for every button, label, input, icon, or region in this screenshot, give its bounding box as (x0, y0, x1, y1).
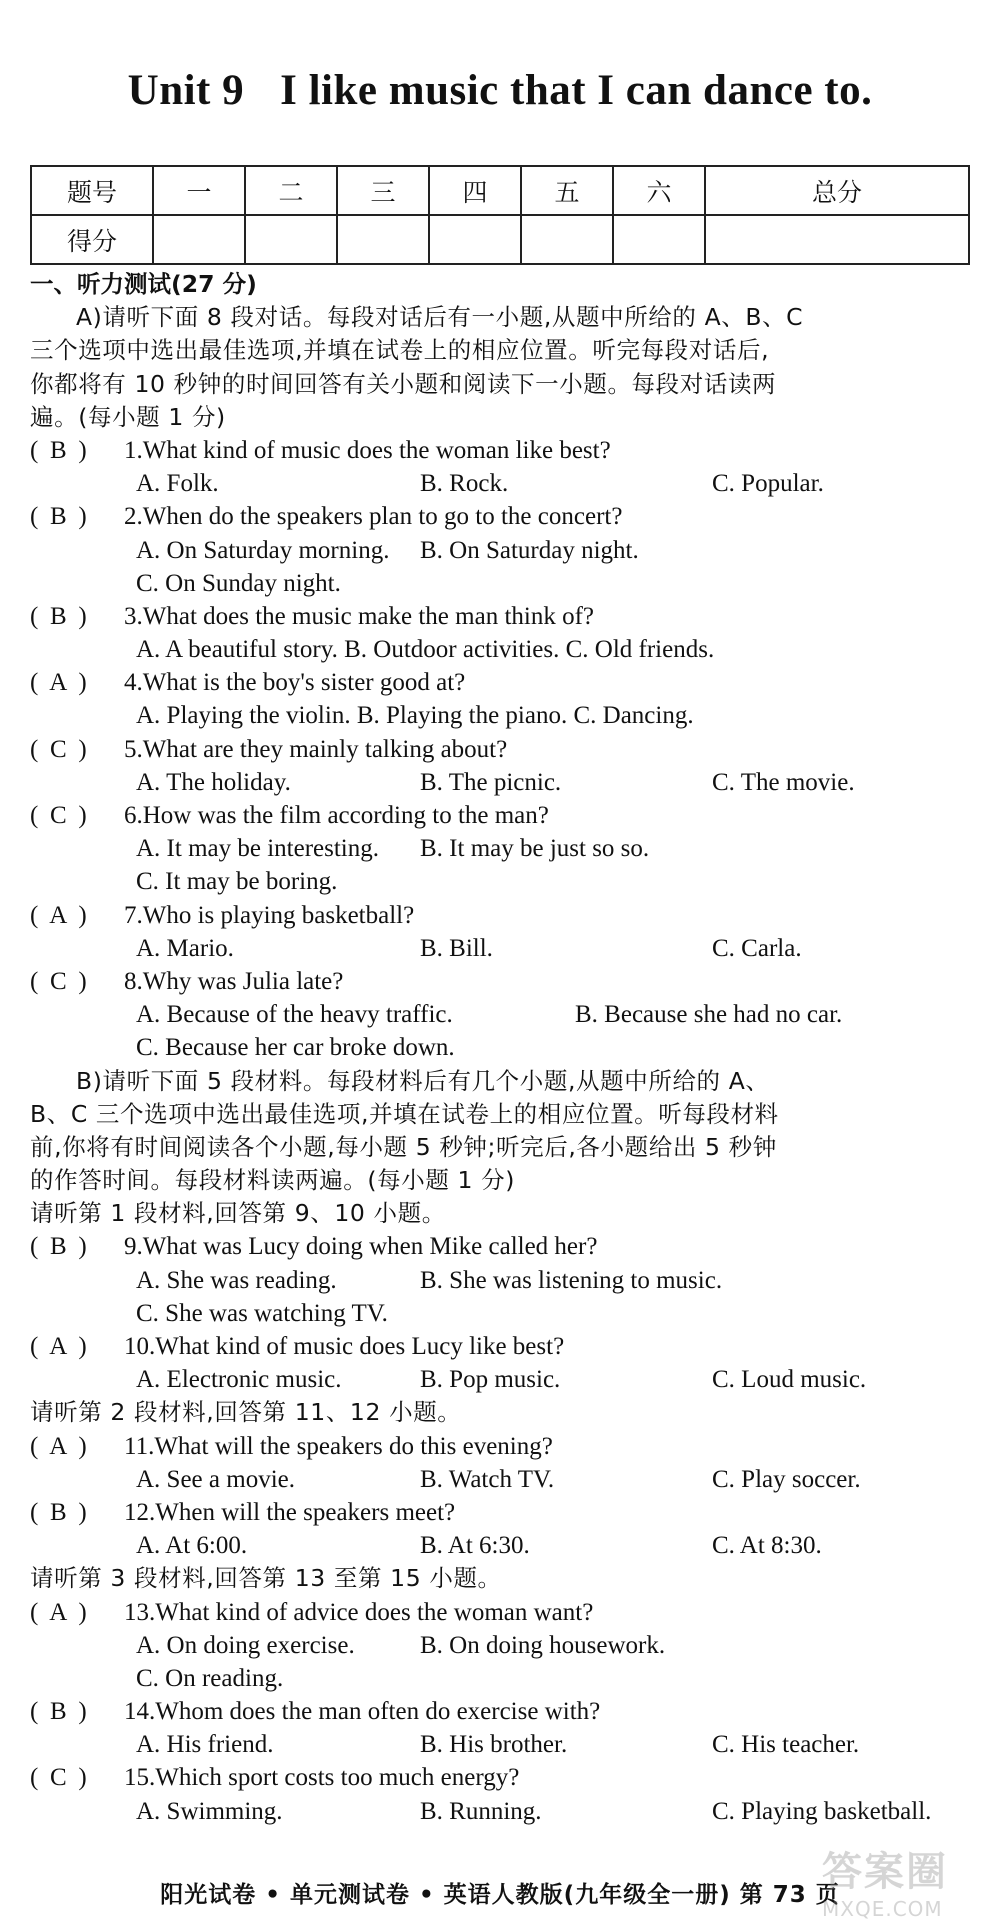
options-row (30, 1728, 980, 1761)
question-stem (30, 1496, 980, 1529)
answer-letter: B (49, 1698, 67, 1726)
answer-letter: B (49, 436, 67, 464)
answer-bracket[interactable]: ( B ) (30, 1230, 124, 1263)
intro-line: 三个选项中选出最佳选项,并填在试卷上的相应位置。听完每段对话后, (30, 336, 770, 365)
question-number: 11. (124, 1432, 155, 1460)
option-a: A. Playing the violin. (136, 702, 351, 730)
score-blank[interactable] (429, 215, 521, 264)
option-a: A. At 6:00. (136, 1532, 248, 1560)
option-b: B. Running. (420, 1797, 542, 1825)
question-text: What kind of music does Lucy like best? (155, 1333, 565, 1360)
question-number: 6. (124, 802, 143, 829)
answer-letter: C (49, 802, 67, 829)
answer-bracket[interactable]: ( B ) (30, 600, 124, 633)
question-stem (30, 1761, 980, 1794)
options-row (30, 766, 980, 799)
option-a: A. Folk. (136, 470, 219, 498)
question-text: When do the speakers plan to go to the concert? (142, 503, 623, 531)
answer-bracket[interactable]: ( C ) (30, 799, 124, 832)
part-a (30, 301, 980, 1064)
option-c: C. On reading. (136, 1664, 284, 1692)
score-cell: 总分 (705, 166, 969, 215)
score-cell: 得分 (31, 215, 153, 264)
options-row (30, 998, 980, 1031)
option-a: A. On doing exercise. (136, 1631, 355, 1659)
answer-letter: B (49, 1498, 67, 1526)
answer-letter: A (49, 1333, 68, 1360)
options-row (30, 633, 980, 666)
option-a: A. Because of the heavy traffic. (136, 1001, 453, 1029)
option-a: A. A beautiful story. (136, 636, 338, 664)
intro-line: A)请听下面 8 段对话。每段对话后有一小题,从题中所给的 A、B、C (76, 303, 804, 332)
answer-bracket[interactable]: ( A ) (30, 1430, 124, 1463)
option-a: A. Swimming. (136, 1797, 283, 1825)
part-b (30, 1065, 980, 1828)
answer-letter: B (49, 1233, 67, 1261)
question-number: 7. (124, 901, 143, 929)
score-cell: 四 (429, 166, 521, 215)
question-text: Who is playing basketball? (142, 901, 415, 929)
score-blank[interactable] (613, 215, 705, 264)
option-a: A. Mario. (136, 934, 234, 962)
option-b: B. His brother. (420, 1731, 568, 1759)
question-text: Whom does the man often do exercise with? (155, 1698, 601, 1726)
question-stem (30, 965, 980, 998)
answer-letter: A (49, 901, 68, 929)
answer-bracket[interactable]: ( C ) (30, 965, 124, 998)
options-row (30, 1629, 980, 1662)
question-text: What are they mainly talking about? (142, 735, 508, 763)
answer-letter: C (49, 1764, 67, 1792)
score-cell: 五 (521, 166, 613, 215)
options-row (30, 567, 980, 600)
option-c: C. Play soccer. (712, 1465, 861, 1493)
intro-line: B)请听下面 5 段材料。每段材料后有几个小题,从题中所给的 A、 (76, 1066, 770, 1095)
answer-bracket[interactable]: ( B ) (30, 1695, 124, 1728)
question-text: What will the speakers do this evening? (154, 1432, 553, 1460)
options-row (30, 1297, 980, 1330)
group-intro: 请听第 2 段材料,回答第 11、12 小题。 (30, 1398, 462, 1427)
options-inline (136, 699, 694, 732)
options-row (30, 1264, 980, 1297)
option-b: B. Pop music. (420, 1366, 561, 1394)
page-title (0, 66, 1000, 115)
option-b: B. She was listening to music. (420, 1266, 723, 1294)
options-row (30, 534, 980, 567)
option-b: B. Outdoor activities. (344, 636, 560, 664)
question-number: 1. (124, 436, 143, 464)
question-text: When will the speakers meet? (155, 1498, 456, 1526)
score-cell: 一 (153, 166, 245, 215)
question-text: What is the boy's sister good at? (142, 669, 466, 697)
score-cell: 二 (245, 166, 337, 215)
option-c: C. Old friends. (565, 636, 715, 664)
answer-bracket[interactable]: ( A ) (30, 1596, 124, 1629)
answer-bracket[interactable]: ( B ) (30, 434, 124, 467)
option-c: C. His teacher. (712, 1731, 860, 1759)
question-stem (30, 666, 980, 699)
question-text: What does the music make the man think of? (142, 602, 595, 630)
options-row (30, 1529, 980, 1562)
score-cell: 题号 (31, 166, 153, 215)
answer-letter: C (49, 735, 67, 763)
options-row (30, 467, 980, 500)
options-inline (136, 633, 714, 666)
listening-section (30, 268, 980, 1828)
answer-bracket[interactable]: ( B ) (30, 500, 124, 533)
score-cell: 三 (337, 166, 429, 215)
question-stem (30, 1430, 980, 1463)
question-number: 8. (124, 967, 143, 995)
question-stem (30, 1695, 980, 1728)
score-cell: 六 (613, 166, 705, 215)
option-c: C. Dancing. (573, 702, 694, 730)
question-text: What kind of advice does the woman want? (155, 1598, 594, 1626)
score-blank[interactable] (337, 215, 429, 264)
question-stem (30, 899, 980, 932)
option-c: C. On Sunday night. (136, 569, 341, 597)
options-row (30, 865, 980, 898)
answer-bracket[interactable]: ( C ) (30, 733, 124, 766)
question-number: 2. (124, 503, 143, 531)
option-c: C. Loud music. (712, 1366, 867, 1394)
option-b: B. At 6:30. (420, 1532, 530, 1560)
score-table-header-row (31, 166, 969, 215)
question-text: What was Lucy doing when Mike called her? (142, 1233, 598, 1261)
score-table-score-row (31, 215, 969, 264)
answer-letter: A (49, 669, 68, 697)
question-stem (30, 500, 980, 533)
score-blank[interactable] (245, 215, 337, 264)
score-blank[interactable] (153, 215, 245, 264)
options-row (30, 1463, 980, 1496)
section-heading: 一、听力测试(27 分) (30, 270, 257, 298)
option-c: C. She was watching TV. (136, 1299, 388, 1327)
question-stem (30, 733, 980, 766)
option-b: B. It may be just so so. (420, 835, 650, 863)
option-a: A. His friend. (136, 1731, 274, 1759)
question-number: 12. (124, 1498, 156, 1526)
answer-letter: A (49, 1432, 68, 1460)
question-text: Why was Julia late? (142, 967, 344, 995)
options-row (30, 1031, 980, 1064)
option-c: C. Because her car broke down. (136, 1034, 455, 1062)
question-number: 9. (124, 1233, 143, 1261)
options-row (30, 1662, 980, 1695)
question-stem (30, 600, 980, 633)
question-text: What kind of music does the woman like best? (142, 436, 611, 464)
score-blank[interactable] (521, 215, 613, 264)
question-number: 13. (124, 1598, 156, 1626)
question-stem (30, 1596, 980, 1629)
option-b: B. On doing housework. (420, 1631, 666, 1659)
option-c: C. At 8:30. (712, 1532, 822, 1560)
unit-title: I like music that I can dance to. (280, 67, 873, 114)
intro-line: 前,你将有时间阅读各个小题,每小题 5 秒钟;听完后,各小题给出 5 秒钟 (30, 1132, 777, 1161)
options-row (30, 932, 980, 965)
answer-bracket[interactable]: ( A ) (30, 1330, 124, 1363)
group-intro: 请听第 3 段材料,回答第 13 至第 15 小题。 (30, 1564, 502, 1593)
question-stem (30, 1230, 980, 1263)
score-table (30, 165, 970, 265)
option-b: B. Rock. (420, 470, 509, 498)
question-number: 3. (124, 602, 143, 630)
intro-line: B、C 三个选项中选出最佳选项,并填在试卷上的相应位置。听每段材料 (30, 1099, 779, 1128)
options-row (30, 699, 980, 732)
unit-number: Unit 9 (127, 67, 245, 114)
option-a: A. The holiday. (136, 768, 291, 796)
option-b: B. Bill. (420, 934, 493, 962)
option-b: B. Because she had no car. (575, 1001, 843, 1029)
answer-bracket[interactable]: ( A ) (30, 899, 124, 932)
answer-letter: B (49, 602, 67, 630)
option-a: A. See a movie. (136, 1465, 295, 1493)
option-a: A. She was reading. (136, 1266, 337, 1294)
question-number: 15. (124, 1764, 156, 1792)
answer-bracket[interactable]: ( C ) (30, 1761, 124, 1794)
page-footer: 阳光试卷 • 单元测试卷 • 英语人教版(九年级全一册) 第 73 页 (160, 1882, 840, 1908)
option-a: A. On Saturday morning. (136, 536, 390, 564)
answer-letter: C (49, 967, 67, 995)
intro-line: 遍。(每小题 1 分) (30, 402, 226, 431)
answer-letter: B (49, 503, 67, 531)
answer-bracket[interactable]: ( B ) (30, 1496, 124, 1529)
answer-bracket[interactable]: ( A ) (30, 666, 124, 699)
option-a: A. Electronic music. (136, 1366, 342, 1394)
option-a: A. It may be interesting. (136, 835, 379, 863)
intro-line: 的作答时间。每段材料读两遍。(每小题 1 分) (30, 1166, 516, 1195)
group-intro: 请听第 1 段材料,回答第 9、10 小题。 (30, 1199, 446, 1228)
question-stem (30, 434, 980, 467)
question-number: 10. (124, 1333, 156, 1360)
option-c: C. The movie. (712, 768, 855, 796)
option-c: C. Playing basketball. (712, 1797, 932, 1825)
watermark-logo: 答案圈 MXQE.COM (822, 1849, 948, 1921)
question-text: Which sport costs too much energy? (155, 1764, 520, 1792)
question-number: 14. (124, 1698, 156, 1726)
option-b: B. Watch TV. (420, 1465, 555, 1493)
options-row (30, 1795, 980, 1828)
question-stem (30, 1330, 980, 1363)
option-c: C. It may be boring. (136, 868, 338, 896)
question-number: 4. (124, 669, 143, 697)
question-text: How was the film according to the man? (142, 802, 549, 829)
options-row (30, 832, 980, 865)
question-number: 5. (124, 735, 143, 763)
answer-letter: A (49, 1598, 68, 1626)
option-c: C. Popular. (712, 470, 824, 498)
question-stem (30, 799, 980, 832)
score-blank[interactable] (705, 215, 969, 264)
intro-line: 你都将有 10 秒钟的时间回答有关小题和阅读下一小题。每段对话读两 (30, 369, 777, 398)
option-b: B. Playing the piano. (356, 702, 568, 730)
option-b: B. On Saturday night. (420, 536, 639, 564)
options-row (30, 1363, 980, 1396)
option-b: B. The picnic. (420, 768, 562, 796)
option-c: C. Carla. (712, 934, 802, 962)
